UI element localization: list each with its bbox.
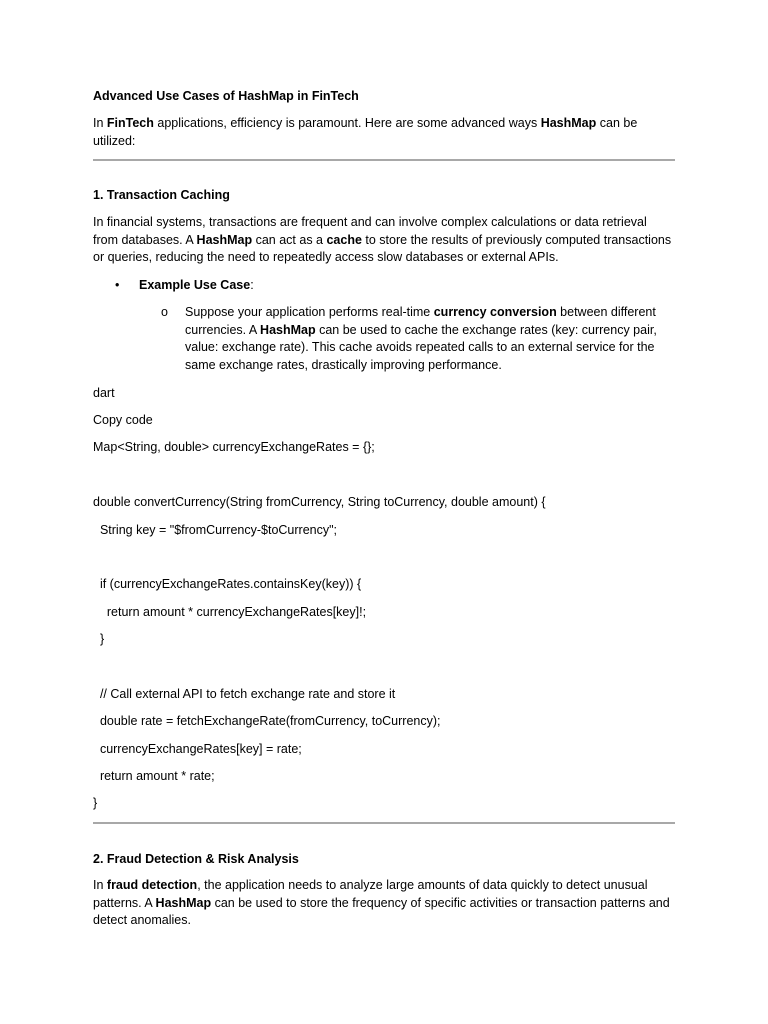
code-line: currencyExchangeRates[key] = rate; <box>93 742 302 756</box>
transaction-caching-paragraph <box>93 214 675 267</box>
sub-text-3: can be used to cache the exchange rates (key: currency pair, value: exchange rate). This cache avoids repeated calls to an external service for the same exchange rates, drastically improving performance. <box>185 322 657 372</box>
s1-text-1: In financial systems, transactions are frequent and can involve complex calculations or data retrieval from databases. A <box>93 215 647 247</box>
code-line: return amount * currencyExchangeRates[key]!; <box>93 605 367 619</box>
code-line: Map<String, double> currencyExchangeRates = {}; <box>93 440 375 454</box>
code-line: double convertCurrency(String fromCurrency, String toCurrency, double amount) { <box>93 495 546 509</box>
bullet-marker: • <box>115 278 120 292</box>
intro-bold-hashmap: HashMap <box>540 116 597 130</box>
s1-bold-cache: cache <box>326 232 362 247</box>
code-language-label: dart <box>93 386 115 400</box>
fraud-detection-paragraph <box>93 877 675 930</box>
bullet-label <box>139 277 254 295</box>
s2-text-1: In <box>93 878 107 892</box>
s1-text-2: can act as a <box>252 232 327 247</box>
document-title: Advanced Use Cases of HashMap in FinTech <box>93 89 359 103</box>
bullet-label-colon: : <box>250 278 254 292</box>
code-line: String key = "$fromCurrency-$toCurrency"; <box>93 523 338 537</box>
sub-text-1: Suppose your application performs real-time <box>185 305 434 319</box>
code-line: } <box>93 796 98 810</box>
bullet-item-example-use-case <box>93 277 675 295</box>
code-line: } <box>93 632 105 646</box>
intro-text-1: In <box>93 116 107 130</box>
sub-bullet-marker: o <box>161 305 168 319</box>
s2-text-2: , the application needs to analyze large amounts of data quickly to detect unusual patterns. A <box>93 878 648 910</box>
code-line: double rate = fetchExchangeRate(fromCurrency, toCurrency); <box>93 714 441 728</box>
s1-bold-hashmap: HashMap <box>196 232 253 247</box>
copy-code-button[interactable]: Copy code <box>93 413 153 427</box>
s2-bold-fraud-detection: fraud detection <box>106 878 198 892</box>
intro-paragraph <box>93 115 675 150</box>
s1-text-3: to store the results of previously computed transactions or queries, reducing the need to repeatedly access slow databases or external APIs. <box>93 232 672 264</box>
section-heading-transaction-caching: 1. Transaction Caching <box>93 188 230 202</box>
bullet-label-bold: Example Use Case <box>139 278 251 292</box>
intro-text-3: can be utilized: <box>93 116 638 148</box>
sub-bullet-item <box>93 304 675 376</box>
intro-text-2: applications, efficiency is paramount. Here are some advanced ways <box>153 116 541 130</box>
sub-bold-currency-conversion: currency conversion <box>433 305 557 319</box>
horizontal-divider <box>93 822 675 824</box>
sub-bold-hashmap: HashMap <box>260 322 316 337</box>
s2-bold-hashmap: HashMap <box>155 895 212 910</box>
code-line: // Call external API to fetch exchange rate and store it <box>93 687 396 701</box>
s2-text-3: can be used to store the frequency of specific activities or transaction patterns and detect anomalies. <box>93 895 670 927</box>
intro-bold-fintech: FinTech <box>106 116 154 130</box>
sub-bullet-text <box>185 304 675 374</box>
section-heading-fraud-detection: 2. Fraud Detection & Risk Analysis <box>93 852 299 866</box>
sub-text-2: between different currencies. A <box>185 305 656 337</box>
code-line: return amount * rate; <box>93 769 215 783</box>
code-line: if (currencyExchangeRates.containsKey(key)) { <box>93 577 362 591</box>
horizontal-divider <box>93 159 675 161</box>
